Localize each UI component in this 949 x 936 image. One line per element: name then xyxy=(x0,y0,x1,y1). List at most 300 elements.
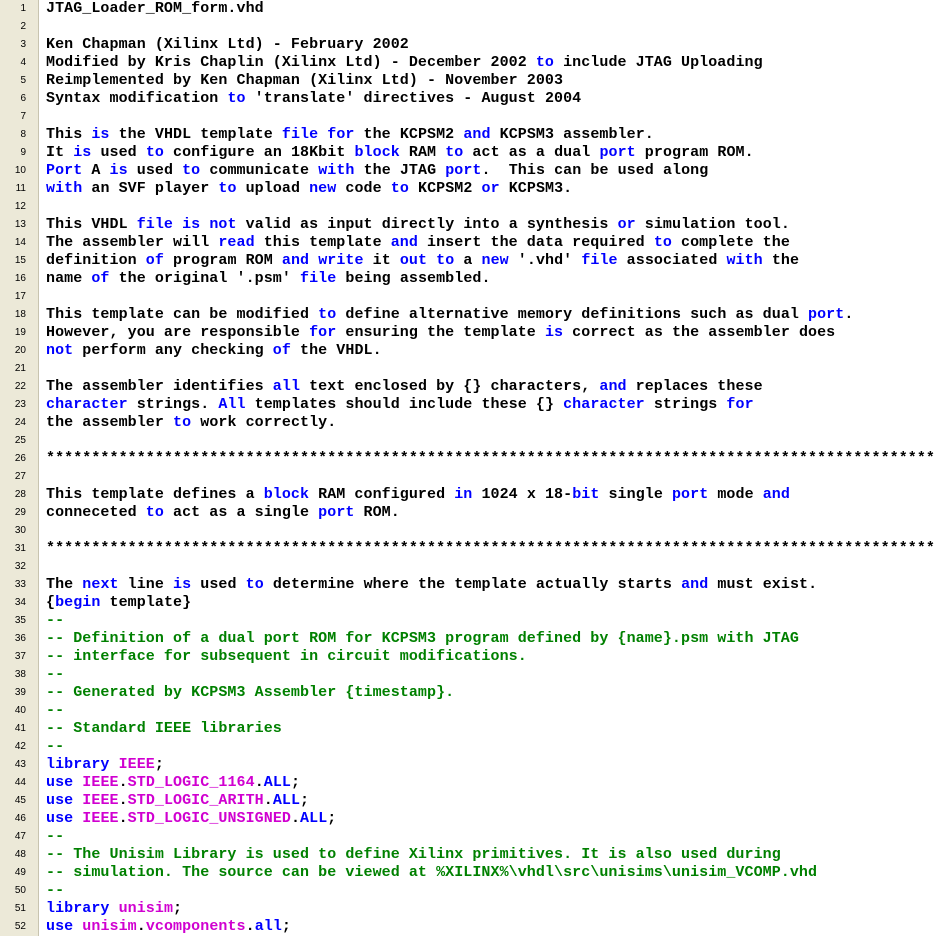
code-keyword: to xyxy=(173,414,192,431)
code-keyword: ALL xyxy=(263,774,291,791)
code-text: 'translate' directives - August 2004 xyxy=(245,90,582,107)
code-text: ; xyxy=(154,756,164,773)
code-line[interactable] xyxy=(0,846,949,864)
line-number: 30 xyxy=(14,525,26,536)
line-code xyxy=(46,612,64,630)
code-keyword: is xyxy=(182,216,201,233)
code-line[interactable] xyxy=(0,0,949,18)
code-keyword: block xyxy=(263,486,310,503)
code-text: the assembler xyxy=(46,414,174,431)
code-text: a xyxy=(454,252,482,269)
code-text xyxy=(200,216,209,233)
code-line[interactable] xyxy=(0,648,949,666)
code-keyword: to xyxy=(182,162,201,179)
code-text: This template can be modified xyxy=(46,306,319,323)
code-line[interactable] xyxy=(0,306,949,324)
code-line[interactable] xyxy=(0,180,949,198)
code-line[interactable] xyxy=(0,90,949,108)
code-line[interactable] xyxy=(0,630,949,648)
line-code xyxy=(46,540,935,558)
line-code xyxy=(46,918,291,936)
code-text: it xyxy=(363,252,400,269)
code-line[interactable] xyxy=(0,198,949,216)
code-keyword: bit xyxy=(572,486,600,503)
line-number: 8 xyxy=(20,129,26,140)
code-keyword: to xyxy=(535,54,555,71)
code-keyword: ALL xyxy=(300,810,328,827)
code-line[interactable] xyxy=(0,918,949,936)
code-text: strings xyxy=(644,396,727,413)
code-keyword: or xyxy=(481,180,500,197)
code-keyword: and xyxy=(599,378,627,395)
code-text: act as a single xyxy=(163,504,319,521)
line-number: 22 xyxy=(14,381,26,392)
code-text: . This can be used along xyxy=(481,162,709,179)
code-line[interactable] xyxy=(0,612,949,630)
code-line[interactable] xyxy=(0,540,949,558)
line-number: 44 xyxy=(14,777,26,788)
code-text: program ROM. xyxy=(635,144,754,161)
code-keyword: ALL xyxy=(272,792,301,809)
code-text: must exist. xyxy=(708,576,818,593)
line-number: 15 xyxy=(14,255,26,266)
code-text: A xyxy=(82,162,110,179)
code-text: conneceted xyxy=(46,504,146,521)
code-text: . xyxy=(136,918,146,935)
code-keyword: to xyxy=(245,576,264,593)
line-number: 52 xyxy=(14,921,26,932)
code-text xyxy=(73,918,82,935)
code-comment: -- Definition of a dual port ROM for KCPSM3 program defined by {name}.psm with JTAG xyxy=(46,630,799,647)
line-code xyxy=(46,594,191,612)
code-text: the JTAG xyxy=(354,162,446,179)
line-code xyxy=(46,504,400,522)
code-text: code xyxy=(336,180,391,197)
code-keyword: is xyxy=(109,162,128,179)
code-comment: -- xyxy=(46,702,65,719)
line-code xyxy=(46,72,563,90)
code-keyword: library xyxy=(46,756,110,773)
line-number: 12 xyxy=(14,201,26,212)
code-keyword: and xyxy=(390,234,418,251)
code-keyword: is xyxy=(544,324,564,341)
code-keyword: is xyxy=(73,144,92,161)
code-text: strings. xyxy=(127,396,219,413)
code-keyword: for xyxy=(327,126,355,143)
code-text xyxy=(318,126,327,143)
code-text: the VHDL. xyxy=(290,342,382,359)
code-text: used xyxy=(127,162,183,179)
code-text: correct as the assembler does xyxy=(563,324,836,341)
code-line[interactable] xyxy=(0,486,949,504)
code-text: Modified by Kris Chaplin (Xilinx Ltd) - December 2002 xyxy=(46,54,536,71)
code-keyword: and xyxy=(463,126,491,143)
line-code xyxy=(46,234,790,252)
code-text: KCPSM3. xyxy=(499,180,573,197)
code-text: complete the xyxy=(671,234,790,251)
code-line[interactable] xyxy=(0,792,949,810)
code-text: ensuring the template xyxy=(336,324,545,341)
code-text: . xyxy=(118,792,128,809)
code-line[interactable] xyxy=(0,360,949,378)
line-number: 7 xyxy=(20,111,26,122)
line-number: 33 xyxy=(14,579,26,590)
line-number: 19 xyxy=(14,327,26,338)
code-keyword: library xyxy=(46,900,110,917)
code-text: { xyxy=(46,594,56,611)
code-text: JTAG_Loader_ROM_form.vhd xyxy=(46,0,264,17)
code-line[interactable] xyxy=(0,738,949,756)
line-number: 39 xyxy=(14,687,26,698)
code-keyword: port xyxy=(599,144,636,161)
code-text: text enclosed by {} characters, xyxy=(300,378,600,395)
code-text: ************************************************************************************************** xyxy=(46,540,936,557)
code-text: ************************************************************************************************** xyxy=(46,450,936,467)
line-number: 46 xyxy=(14,813,26,824)
line-number: 35 xyxy=(14,615,26,626)
code-text: Syntax modification xyxy=(46,90,228,107)
code-line[interactable] xyxy=(0,774,949,792)
code-line[interactable] xyxy=(0,234,949,252)
code-keyword: to xyxy=(218,180,237,197)
code-keyword: use xyxy=(46,792,74,809)
code-line[interactable] xyxy=(0,18,949,36)
code-keyword: of xyxy=(272,342,291,359)
code-text: The assembler identifies xyxy=(46,378,273,395)
line-code xyxy=(46,270,491,288)
code-line[interactable] xyxy=(0,162,949,180)
code-line[interactable] xyxy=(0,558,949,576)
line-number: 3 xyxy=(20,39,26,50)
line-number: 48 xyxy=(14,849,26,860)
code-text: Ken Chapman (Xilinx Ltd) - February 2002 xyxy=(46,36,409,53)
code-text: used xyxy=(91,144,146,161)
line-number: 6 xyxy=(20,93,26,104)
code-text: insert the data required xyxy=(417,234,654,251)
line-code xyxy=(46,162,708,180)
code-keyword: character xyxy=(563,396,645,413)
line-number: 36 xyxy=(14,633,26,644)
code-text: . xyxy=(118,774,128,791)
line-code xyxy=(46,144,754,162)
code-line[interactable] xyxy=(0,666,949,684)
code-keyword: use xyxy=(46,918,74,935)
code-keyword: all xyxy=(254,918,282,935)
code-text: This VHDL xyxy=(46,216,137,233)
code-keyword: of xyxy=(91,270,110,287)
line-code xyxy=(46,0,264,18)
code-line[interactable] xyxy=(0,126,949,144)
code-text: . xyxy=(118,810,128,827)
code-text: single xyxy=(599,486,672,503)
code-keyword: file xyxy=(300,270,337,287)
code-text: ; xyxy=(290,774,301,791)
code-text: include JTAG Uploading xyxy=(554,54,763,71)
code-line[interactable] xyxy=(0,108,949,126)
code-comment: -- interface for subsequent in circuit modifications. xyxy=(46,648,527,665)
code-line[interactable] xyxy=(0,522,949,540)
code-keyword: to xyxy=(653,234,672,251)
code-text: 1024 x 18- xyxy=(472,486,573,503)
line-number: 21 xyxy=(14,363,26,374)
code-text: templates should include these {} xyxy=(245,396,564,413)
code-keyword: of xyxy=(145,252,164,269)
code-keyword: read xyxy=(218,234,255,251)
code-line[interactable] xyxy=(0,810,949,828)
code-keyword: next xyxy=(82,576,119,593)
code-text: . xyxy=(245,918,255,935)
line-code xyxy=(46,792,309,810)
line-number: 32 xyxy=(14,561,26,572)
code-text: Reimplemented by Ken Chapman (Xilinx Ltd) - November 2003 xyxy=(46,72,564,89)
line-code xyxy=(46,882,64,900)
code-keyword: with xyxy=(726,252,763,269)
code-line[interactable] xyxy=(0,756,949,774)
code-comment: -- xyxy=(46,882,65,899)
line-code xyxy=(46,900,182,918)
code-keyword: file xyxy=(281,126,319,143)
code-identifier: STD_LOGIC_1164 xyxy=(127,774,255,791)
line-number: 14 xyxy=(14,237,26,248)
line-number: 25 xyxy=(14,435,26,446)
line-code xyxy=(46,414,336,432)
code-line[interactable] xyxy=(0,882,949,900)
code-keyword: and xyxy=(281,252,310,269)
line-code xyxy=(46,180,572,198)
code-identifier: vcomponents xyxy=(145,918,246,935)
code-text: ; xyxy=(173,900,183,917)
line-number: 28 xyxy=(14,489,26,500)
code-keyword: and xyxy=(681,576,709,593)
code-text: perform any checking xyxy=(73,342,273,359)
code-text xyxy=(110,756,119,773)
code-text: line xyxy=(118,576,174,593)
code-text: . xyxy=(290,810,301,827)
code-text: RAM xyxy=(399,144,446,161)
code-keyword: port xyxy=(445,162,482,179)
line-number: 47 xyxy=(14,831,26,842)
line-number: 29 xyxy=(14,507,26,518)
code-text: the KCPSM2 xyxy=(354,126,464,143)
line-number: 50 xyxy=(14,885,26,896)
line-code xyxy=(46,342,382,360)
code-text: ; xyxy=(327,810,337,827)
code-text xyxy=(173,216,182,233)
code-line[interactable] xyxy=(0,72,949,90)
code-comment: -- Generated by KCPSM3 Assembler {timestamp}. xyxy=(46,684,455,701)
line-code xyxy=(46,666,64,684)
code-line[interactable] xyxy=(0,684,949,702)
code-text: being assembled. xyxy=(336,270,491,287)
line-code xyxy=(46,846,781,864)
code-keyword: new xyxy=(481,252,509,269)
code-comment: -- xyxy=(46,828,65,845)
code-text: ; xyxy=(300,792,310,809)
line-code xyxy=(46,630,799,648)
code-text xyxy=(309,252,318,269)
code-text: name xyxy=(46,270,92,287)
code-line[interactable] xyxy=(0,396,949,414)
code-line[interactable] xyxy=(0,702,949,720)
code-keyword: use xyxy=(46,810,74,827)
line-number: 11 xyxy=(15,183,26,194)
code-line[interactable] xyxy=(0,54,949,72)
code-keyword: or xyxy=(617,216,636,233)
code-line[interactable] xyxy=(0,414,949,432)
code-text: define alternative memory definitions such as dual xyxy=(336,306,809,323)
code-keyword: with xyxy=(46,180,83,197)
line-number: 20 xyxy=(14,345,26,356)
code-text: This xyxy=(46,126,92,143)
code-keyword: out xyxy=(399,252,428,269)
code-line[interactable] xyxy=(0,252,949,270)
line-code xyxy=(46,828,64,846)
line-number: 38 xyxy=(14,669,26,680)
code-text xyxy=(73,810,82,827)
code-text: this template xyxy=(254,234,391,251)
line-number: 13 xyxy=(14,219,26,230)
code-keyword: in xyxy=(454,486,473,503)
line-code xyxy=(46,450,935,468)
code-line[interactable] xyxy=(0,594,949,612)
line-code xyxy=(46,648,527,666)
code-line[interactable] xyxy=(0,144,949,162)
code-line[interactable] xyxy=(0,378,949,396)
code-comment: -- The Unisim Library is used to define Xilinx primitives. It is also used during xyxy=(46,846,781,863)
code-keyword: new xyxy=(309,180,337,197)
code-line[interactable] xyxy=(0,900,949,918)
code-keyword: is xyxy=(91,126,110,143)
line-code xyxy=(46,252,799,270)
code-keyword: port xyxy=(318,504,355,521)
code-line[interactable] xyxy=(0,468,949,486)
line-code xyxy=(46,36,409,54)
line-number: 31 xyxy=(14,543,26,554)
code-keyword: file xyxy=(581,252,618,269)
line-number: 49 xyxy=(14,867,26,878)
line-number: 27 xyxy=(14,471,26,482)
code-text: act as a dual xyxy=(463,144,600,161)
code-identifier: STD_LOGIC_UNSIGNED xyxy=(127,810,291,827)
line-code xyxy=(46,378,763,396)
line-code xyxy=(46,720,282,738)
line-number: 23 xyxy=(14,399,26,410)
code-keyword: character xyxy=(46,396,128,413)
code-line[interactable] xyxy=(0,288,949,306)
code-text: an SVF player xyxy=(82,180,219,197)
line-code xyxy=(46,810,336,828)
code-text: determine where the template actually starts xyxy=(263,576,682,593)
code-text: work correctly. xyxy=(191,414,337,431)
code-comment: -- Standard IEEE libraries xyxy=(46,720,282,737)
code-identifier: unisim xyxy=(118,900,174,917)
code-text: upload xyxy=(236,180,310,197)
code-keyword: for xyxy=(726,396,754,413)
code-keyword: to xyxy=(318,306,337,323)
line-number: 37 xyxy=(14,651,26,662)
code-text: associated xyxy=(617,252,727,269)
code-text: communicate xyxy=(200,162,319,179)
line-code xyxy=(46,306,853,324)
code-line[interactable] xyxy=(0,828,949,846)
code-line[interactable] xyxy=(0,270,949,288)
code-keyword: not xyxy=(46,342,74,359)
line-number: 5 xyxy=(20,75,26,86)
code-keyword: not xyxy=(209,216,237,233)
code-keyword: port xyxy=(671,486,709,503)
code-line[interactable] xyxy=(0,720,949,738)
code-line[interactable] xyxy=(0,450,949,468)
line-code xyxy=(46,126,654,144)
code-text: ; xyxy=(281,918,291,935)
code-text xyxy=(73,774,82,791)
code-keyword: write xyxy=(318,252,364,269)
code-text: simulation tool. xyxy=(635,216,790,233)
code-text: . xyxy=(254,774,264,791)
code-keyword: to xyxy=(145,144,164,161)
code-line[interactable] xyxy=(0,432,949,450)
code-line[interactable] xyxy=(0,576,949,594)
code-line[interactable] xyxy=(0,216,949,234)
line-number: 40 xyxy=(14,705,26,716)
code-keyword: and xyxy=(762,486,790,503)
code-comment: -- xyxy=(46,738,65,755)
line-number: 4 xyxy=(20,57,26,68)
line-number: 9 xyxy=(20,147,26,158)
code-keyword: begin xyxy=(55,594,101,611)
code-identifier: STD_LOGIC_ARITH xyxy=(127,792,264,809)
code-text: definition xyxy=(46,252,146,269)
code-line[interactable] xyxy=(0,324,949,342)
code-line[interactable] xyxy=(0,504,949,522)
line-number: 16 xyxy=(14,273,26,284)
code-comment: -- simulation. The source can be viewed at %XILINX%\vhdl\src\unisims\unisim_VCOMP.vhd xyxy=(46,864,818,881)
code-text: mode xyxy=(708,486,763,503)
code-text xyxy=(110,900,119,917)
code-identifier: IEEE xyxy=(82,810,119,827)
code-keyword: to xyxy=(390,180,409,197)
code-line[interactable] xyxy=(0,36,949,54)
code-identifier: IEEE xyxy=(118,756,155,773)
code-keyword: is xyxy=(173,576,192,593)
code-text: . xyxy=(844,306,854,323)
code-line[interactable] xyxy=(0,342,949,360)
code-comment: -- xyxy=(46,666,65,683)
line-number: 17 xyxy=(14,291,26,302)
line-code xyxy=(46,324,835,342)
code-text: RAM configured xyxy=(309,486,455,503)
line-code xyxy=(46,54,763,72)
line-number: 51 xyxy=(14,903,26,914)
line-code xyxy=(46,864,817,882)
code-text: '.vhd' xyxy=(508,252,582,269)
code-text: program ROM xyxy=(163,252,282,269)
code-text: It xyxy=(46,144,74,161)
code-text: template} xyxy=(100,594,192,611)
code-keyword: block xyxy=(354,144,400,161)
code-identifier: IEEE xyxy=(82,792,119,809)
code-keyword: file xyxy=(136,216,174,233)
code-keyword: with xyxy=(318,162,355,179)
code-text: the original '.psm' xyxy=(109,270,301,287)
line-number: 34 xyxy=(14,597,26,608)
line-code xyxy=(46,90,581,108)
code-text: valid as input directly into a synthesis xyxy=(236,216,618,233)
code-line[interactable] xyxy=(0,864,949,882)
line-number: 24 xyxy=(14,417,26,428)
code-text: The xyxy=(46,576,83,593)
code-keyword: to xyxy=(227,90,246,107)
